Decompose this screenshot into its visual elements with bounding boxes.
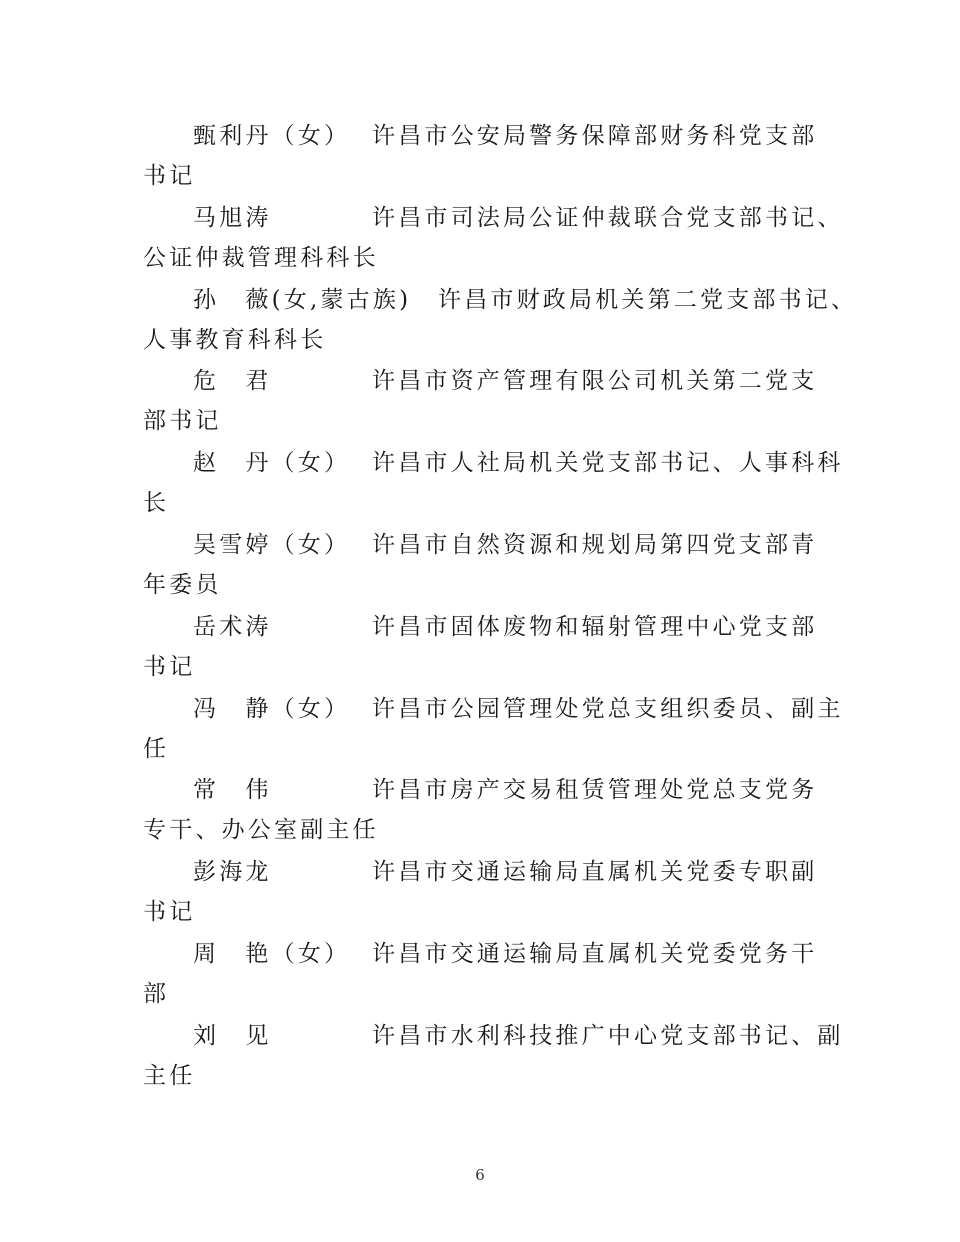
position-continuation: 部书记 xyxy=(143,408,222,435)
person-position: 许昌市交通运输局直属机关党委党务干 xyxy=(372,940,818,967)
person-position: 许昌市公安局警务保障部财务科党支部 xyxy=(372,123,818,149)
person-position: 许昌市交通运输局直属机关党委专职副 xyxy=(372,859,818,886)
list-item xyxy=(143,689,843,771)
person-name: 冯 静（女） xyxy=(193,695,351,722)
person-position: 许昌市资产管理有限公司机关第二党支 xyxy=(372,368,818,395)
list-item xyxy=(143,443,843,525)
position-continuation: 书记 xyxy=(143,653,196,680)
person-name: 马旭涛 xyxy=(193,204,272,231)
list-item xyxy=(143,116,843,198)
list-item xyxy=(143,607,843,689)
person-position: 许昌市人社局机关党支部书记、人事科科 xyxy=(372,450,844,477)
list-item xyxy=(143,852,843,934)
list-item xyxy=(143,1016,843,1098)
list-item xyxy=(143,770,843,852)
person-position: 许昌市司法局公证仲裁联合党支部书记、 xyxy=(372,204,844,231)
person-name: 甄利丹（女） xyxy=(193,123,351,149)
position-continuation: 书记 xyxy=(143,899,196,926)
position-continuation: 人事教育科科长 xyxy=(143,326,327,353)
list-item xyxy=(143,525,843,607)
person-name: 岳术涛 xyxy=(193,613,272,640)
person-name: 危 君 xyxy=(193,368,272,395)
person-name: 孙 薇(女,蒙古族) xyxy=(193,286,412,313)
person-position: 许昌市自然资源和规划局第四党支部青 xyxy=(372,531,818,558)
person-name: 常 伟 xyxy=(193,777,272,804)
list-item xyxy=(143,934,843,1016)
person-name: 吴雪婷（女） xyxy=(193,531,351,558)
position-continuation: 公证仲裁管理科科长 xyxy=(143,244,379,271)
position-continuation: 书记 xyxy=(143,163,196,189)
page-number: 6 xyxy=(475,1166,485,1184)
person-name: 周 艳（女） xyxy=(193,940,351,967)
position-continuation: 专干、办公室副主任 xyxy=(143,817,379,844)
person-position: 许昌市财政局机关第二党支部书记、 xyxy=(438,286,858,313)
person-name: 刘 见 xyxy=(193,1022,272,1049)
position-continuation: 长 xyxy=(143,490,170,517)
position-continuation: 部 xyxy=(143,980,170,1007)
position-continuation: 年委员 xyxy=(143,571,222,598)
person-name: 彭海龙 xyxy=(193,859,272,886)
position-continuation: 主任 xyxy=(143,1062,196,1089)
person-position: 许昌市房产交易租赁管理处党总支党务 xyxy=(372,777,818,804)
person-position: 许昌市公园管理处党总支组织委员、副主 xyxy=(372,695,844,722)
list-item xyxy=(143,361,843,443)
list-item xyxy=(143,198,843,280)
person-position: 许昌市水利科技推广中心党支部书记、副 xyxy=(372,1022,844,1049)
personnel-list xyxy=(143,116,858,1098)
person-position: 许昌市固体废物和辐射管理中心党支部 xyxy=(372,613,818,640)
list-item xyxy=(143,280,858,362)
position-continuation: 任 xyxy=(143,735,170,762)
person-name: 赵 丹（女） xyxy=(193,450,351,477)
